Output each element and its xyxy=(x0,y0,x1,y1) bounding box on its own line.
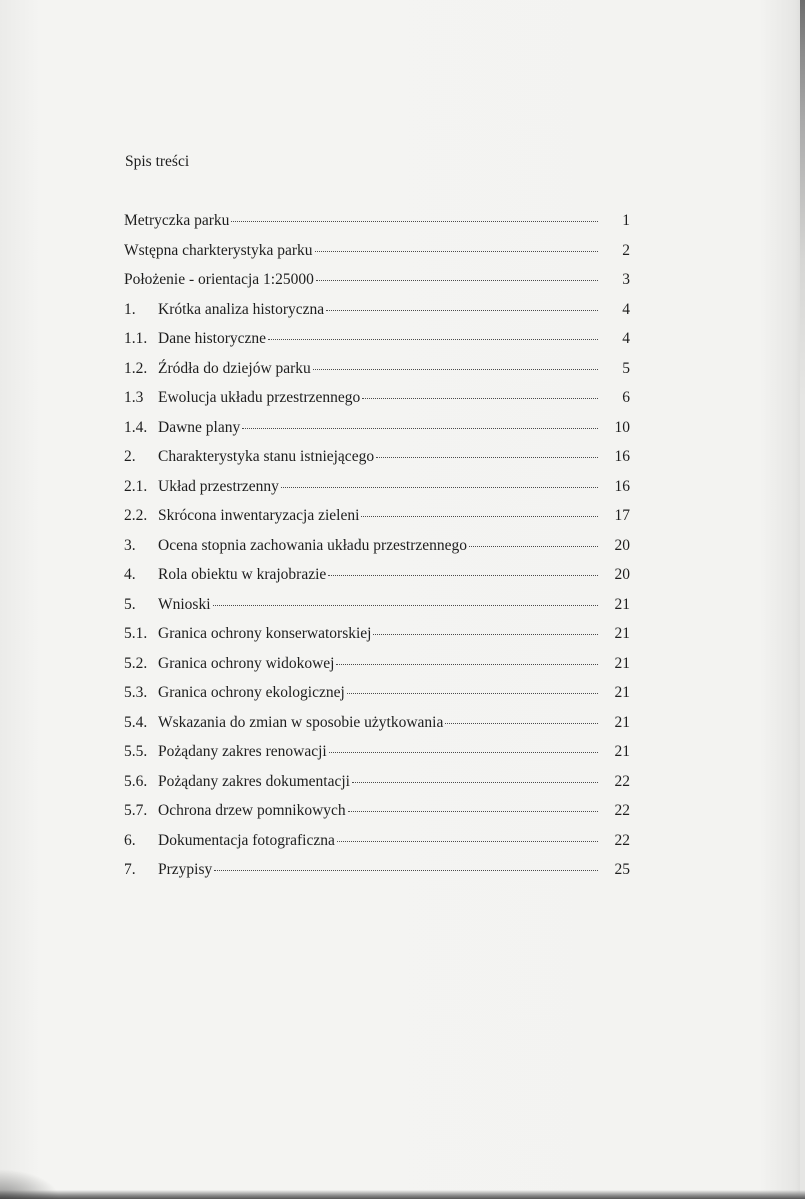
toc-entry-label: Dokumentacja fotograficzna xyxy=(158,831,335,849)
toc-entry xyxy=(124,417,630,447)
toc-entry-number: 1.1. xyxy=(124,330,148,347)
toc-dot-leader xyxy=(316,266,598,281)
toc-entry-page: 5 xyxy=(622,359,630,377)
toc-entry xyxy=(124,299,630,329)
toc-entry xyxy=(124,358,630,388)
toc-entry-number: 5. xyxy=(124,595,136,613)
toc-dot-leader xyxy=(281,473,598,488)
toc-entry-label: Wnioski xyxy=(158,595,211,613)
toc-entry xyxy=(124,505,630,535)
toc-entry-number: 5.4. xyxy=(124,713,148,731)
toc-dot-leader xyxy=(373,620,598,635)
toc-entry-page: 17 xyxy=(614,507,630,524)
toc-entry xyxy=(124,653,630,683)
toc-entry-label: Ochrona drzew pomnikowych xyxy=(158,802,346,819)
toc-entry-number: 1. xyxy=(124,300,136,318)
toc-entry-label: Rola obiektu w krajobrazie xyxy=(158,566,327,583)
toc-dot-leader xyxy=(242,414,598,429)
toc-dot-leader xyxy=(329,738,598,753)
toc-dot-leader xyxy=(469,532,598,547)
toc-entry-page: 20 xyxy=(614,566,630,583)
toc-entry-number: 6. xyxy=(124,831,136,849)
toc-dot-leader xyxy=(347,679,598,694)
toc-entry-page: 21 xyxy=(614,625,630,642)
toc-entry xyxy=(124,859,630,889)
toc-entry-label: Wskazania do zmian w sposobie użytkowania xyxy=(158,713,444,731)
toc-entry-page: 10 xyxy=(614,418,630,436)
toc-entry-number: 5.1. xyxy=(124,625,148,642)
toc-entry-label: Granica ochrony konserwatorskiej xyxy=(158,625,372,642)
toc-entry xyxy=(124,830,630,860)
toc-entry-number: 5.3. xyxy=(124,684,148,701)
toc-dot-leader xyxy=(328,561,598,576)
toc-dot-leader xyxy=(337,827,598,842)
toc-entry xyxy=(124,771,630,801)
toc-dot-leader xyxy=(362,384,598,399)
toc-entry xyxy=(124,564,630,594)
toc-entry-page: 21 xyxy=(614,684,630,701)
toc-entry-number: 5.6. xyxy=(124,772,148,790)
toc-entry-page: 20 xyxy=(614,536,630,554)
toc-entry-page: 1 xyxy=(622,212,630,229)
toc-entry-label: Dane historyczne xyxy=(158,330,267,347)
toc-entry-label: Charakterystyka stanu istniejącego xyxy=(158,448,375,465)
toc-entry-label: Metryczka parku xyxy=(124,212,230,229)
toc-entry xyxy=(124,269,630,299)
toc-dot-leader xyxy=(352,768,598,783)
toc-dot-leader xyxy=(213,591,598,606)
toc-entry-page: 22 xyxy=(614,802,630,819)
toc-entry xyxy=(124,682,630,712)
toc-dot-leader xyxy=(348,797,598,812)
toc-entry-number: 5.2. xyxy=(124,654,148,672)
toc-entry-label: Przypisy xyxy=(158,861,213,878)
toc-entry-page: 21 xyxy=(614,595,630,613)
toc-entry-page: 21 xyxy=(614,654,630,672)
toc-entry-label: Położenie - orientacja 1:25000 xyxy=(124,271,314,288)
toc-entry xyxy=(124,741,630,771)
toc-entry-number: 4. xyxy=(124,566,136,583)
toc-entry xyxy=(124,712,630,742)
toc-entry-label: Dawne plany xyxy=(158,418,241,436)
toc-entry-label: Wstępna charkterystyka parku xyxy=(124,241,313,259)
toc-entry-page: 22 xyxy=(614,831,630,849)
toc-entry-number: 1.2. xyxy=(124,359,148,377)
toc-entry-label: Granica ochrony widokowej xyxy=(158,654,335,672)
toc-entry-page: 4 xyxy=(622,300,630,318)
toc-dot-leader xyxy=(445,709,598,724)
toc-entry-number: 5.7. xyxy=(124,802,148,819)
toc-dot-leader xyxy=(313,355,598,370)
toc-entry xyxy=(124,240,630,270)
toc-entry-number: 5.5. xyxy=(124,743,148,760)
toc-dot-leader xyxy=(214,856,598,871)
toc-entry-number: 1.3 xyxy=(124,389,144,406)
toc-entry-page: 6 xyxy=(622,389,630,406)
toc-entry-number: 7. xyxy=(124,861,136,878)
toc-entry xyxy=(124,328,630,358)
toc-entry-page: 25 xyxy=(614,861,630,878)
toc-entry-number: 2.2. xyxy=(124,507,148,524)
toc-dot-leader xyxy=(315,237,598,252)
toc-dot-leader xyxy=(336,650,598,665)
toc-entry-page: 2 xyxy=(622,241,630,259)
toc-entry-page: 4 xyxy=(622,330,630,347)
toc-entry xyxy=(124,594,630,624)
toc-entry xyxy=(124,476,630,506)
toc-entry-label: Układ przestrzenny xyxy=(158,477,279,495)
toc-entry xyxy=(124,623,630,653)
toc-dot-leader xyxy=(326,296,598,311)
page-corner-shadow xyxy=(0,1169,60,1199)
toc-entry-page: 3 xyxy=(622,271,630,288)
toc-entry-page: 16 xyxy=(614,477,630,495)
toc-entry xyxy=(124,800,630,830)
toc-list xyxy=(124,210,630,889)
toc-dot-leader xyxy=(361,502,598,517)
toc-entry xyxy=(124,535,630,565)
toc-entry-label: Granica ochrony ekologicznej xyxy=(158,684,345,701)
toc-dot-leader xyxy=(231,207,598,222)
toc-entry-number: 1.4. xyxy=(124,418,148,436)
toc-entry-label: Źródła do dziejów parku xyxy=(158,359,311,377)
page-edge-shadow-bottom xyxy=(0,1190,805,1199)
toc-entry-label: Ewolucja układu przestrzennego xyxy=(158,389,361,406)
toc-entry-label: Krótka analiza historyczna xyxy=(158,300,325,318)
toc-entry-label: Pożądany zakres dokumentacji xyxy=(158,772,350,790)
toc-entry xyxy=(124,210,630,240)
toc-entry xyxy=(124,387,630,417)
toc-entry-page: 16 xyxy=(614,448,630,465)
toc-entry-page: 22 xyxy=(614,772,630,790)
toc-dot-leader xyxy=(376,443,598,458)
toc-dot-leader xyxy=(268,325,598,340)
toc-entry-label: Skrócona inwentaryzacja zieleni xyxy=(158,507,360,524)
toc-entry-number: 2. xyxy=(124,448,136,465)
toc-entry-page: 21 xyxy=(614,713,630,731)
page-edge-shadow-right xyxy=(800,0,805,1199)
toc-entry-page: 21 xyxy=(614,743,630,760)
toc-entry-number: 3. xyxy=(124,536,136,554)
toc-entry-label: Pożądany zakres renowacji xyxy=(158,743,327,760)
toc-entry xyxy=(124,446,630,476)
toc-entry-number: 2.1. xyxy=(124,477,148,495)
toc-entry-label: Ocena stopnia zachowania układu przestrzennego xyxy=(158,536,468,554)
toc-title: Spis treści xyxy=(125,153,190,170)
